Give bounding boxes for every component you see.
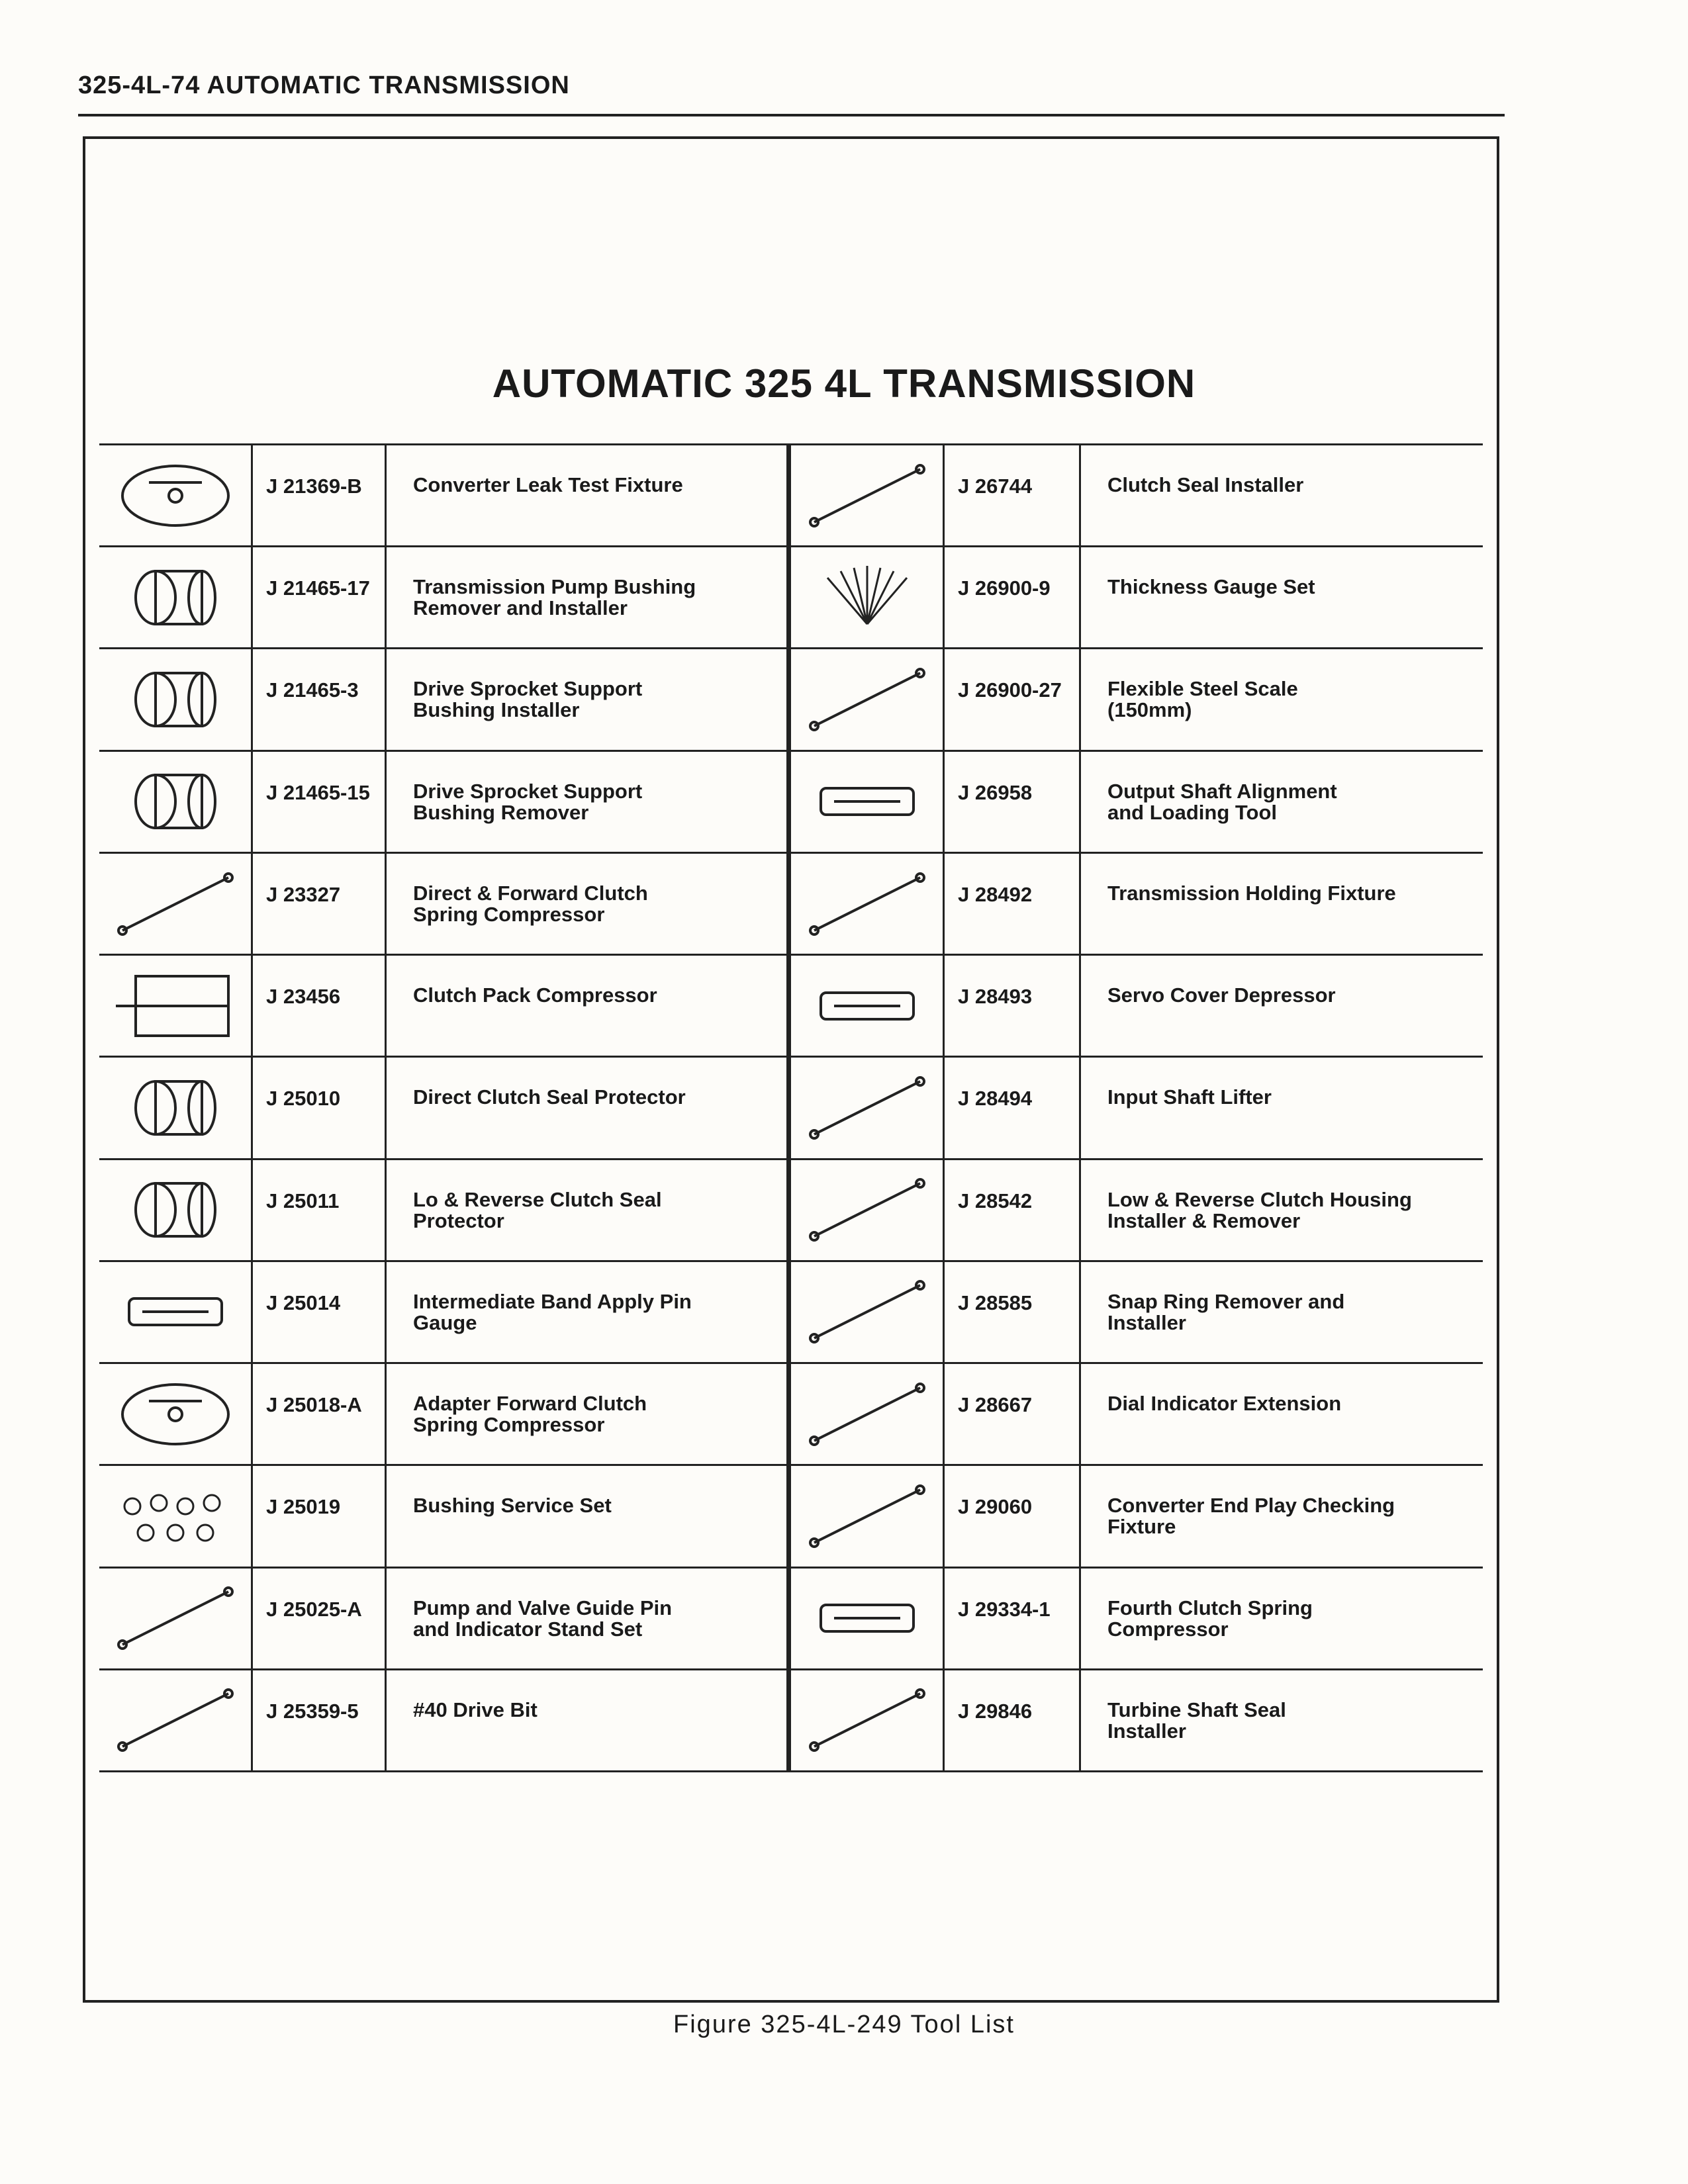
tool-number: J 28542 — [945, 1160, 1081, 1260]
guide-pin-set-icon — [99, 1569, 253, 1668]
steel-scale-icon — [791, 649, 945, 749]
tool-row — [99, 1466, 786, 1568]
tool-number: J 28493 — [945, 956, 1081, 1056]
tool-description: Output Shaft Alignment and Loading Tool — [1107, 779, 1337, 824]
adapter-plate-icon — [99, 1364, 253, 1464]
fourth-clutch-compressor-icon — [791, 1569, 945, 1668]
tool-number: J 28585 — [945, 1262, 1081, 1362]
tool-description: Converter Leak Test Fixture — [413, 473, 683, 496]
tool-table — [99, 443, 1483, 1772]
tool-description: Clutch Pack Compressor — [413, 983, 657, 1007]
tool-description: Flexible Steel Scale (150mm) — [1107, 677, 1298, 722]
tool-description: Fourth Clutch Spring Compressor — [1107, 1596, 1313, 1641]
tool-number: J 21465-17 — [253, 547, 387, 647]
tool-number: J 23456 — [253, 956, 387, 1056]
holding-fixture-icon — [791, 854, 945, 954]
tool-description: #40 Drive Bit — [413, 1698, 538, 1721]
tool-number: J 26958 — [945, 752, 1081, 852]
tool-number: J 25025-A — [253, 1569, 387, 1668]
tool-row — [791, 1670, 1483, 1772]
tool-row — [99, 445, 786, 547]
page-header: 325-4L-74 AUTOMATIC TRANSMISSION — [78, 71, 570, 99]
tool-description: Dial Indicator Extension — [1107, 1392, 1342, 1416]
end-play-fixture-icon — [791, 1466, 945, 1566]
tool-number: J 21465-15 — [253, 752, 387, 852]
tool-row — [99, 1569, 786, 1670]
tool-row — [791, 1466, 1483, 1568]
leak-test-fixture-icon — [99, 445, 253, 545]
bushing-set-icon — [99, 1466, 253, 1566]
tool-row — [791, 547, 1483, 649]
drive-bit-icon — [99, 1670, 253, 1770]
tool-row — [791, 752, 1483, 854]
tool-number: J 26900-27 — [945, 649, 1081, 749]
tool-row — [791, 1160, 1483, 1262]
header-rule — [78, 114, 1505, 116]
bushing-installer-icon — [99, 649, 253, 749]
tool-description: Direct Clutch Seal Protector — [413, 1085, 686, 1109]
tool-description: Drive Sprocket Support Bushing Installer — [413, 677, 643, 722]
tool-row — [99, 1058, 786, 1160]
tool-number: J 26900-9 — [945, 547, 1081, 647]
tool-row — [791, 1364, 1483, 1466]
tool-row — [791, 1058, 1483, 1160]
tool-row — [791, 1569, 1483, 1670]
tool-row — [791, 445, 1483, 547]
tool-number: J 25011 — [253, 1160, 387, 1260]
clutch-pack-compressor-icon — [99, 956, 253, 1056]
tool-number: J 25010 — [253, 1058, 387, 1158]
seal-protector-ring-icon — [99, 1160, 253, 1260]
pin-gauge-icon — [99, 1262, 253, 1362]
tool-description: Lo & Reverse Clutch Seal Protector — [413, 1187, 662, 1232]
tool-row — [791, 854, 1483, 956]
tool-description: Direct & Forward Clutch Spring Compressor — [413, 881, 648, 926]
tool-description: Converter End Play Checking Fixture — [1107, 1494, 1395, 1539]
tool-description: Clutch Seal Installer — [1107, 473, 1304, 496]
tool-row — [99, 1160, 786, 1262]
tool-description: Intermediate Band Apply Pin Gauge — [413, 1289, 692, 1334]
spring-compressor-icon — [99, 854, 253, 954]
tool-description: Low & Reverse Clutch Housing Installer & Remover — [1107, 1187, 1412, 1232]
tool-row — [99, 1364, 786, 1466]
tool-number: J 25019 — [253, 1466, 387, 1566]
dial-extension-icon — [791, 1364, 945, 1464]
tool-number: J 29060 — [945, 1466, 1081, 1566]
tool-description: Servo Cover Depressor — [1107, 983, 1336, 1007]
housing-installer-icon — [791, 1160, 945, 1260]
tool-description: Bushing Service Set — [413, 1494, 612, 1518]
tool-description: Snap Ring Remover and Installer — [1107, 1289, 1345, 1334]
tool-number: J 26744 — [945, 445, 1081, 545]
alignment-tool-icon — [791, 752, 945, 852]
tool-row — [791, 956, 1483, 1058]
tool-number: J 28667 — [945, 1364, 1081, 1464]
tool-description: Pump and Valve Guide Pin and Indicator Stand Set — [413, 1596, 673, 1641]
snap-ring-tool-icon — [791, 1262, 945, 1362]
tool-number: J 28492 — [945, 854, 1081, 954]
tool-number: J 25014 — [253, 1262, 387, 1362]
tool-description: Input Shaft Lifter — [1107, 1085, 1272, 1109]
tool-row — [791, 649, 1483, 751]
tool-row — [99, 752, 786, 854]
tool-row — [99, 547, 786, 649]
bushing-remover-icon — [99, 752, 253, 852]
tool-number: J 29846 — [945, 1670, 1081, 1770]
tool-row — [791, 1262, 1483, 1364]
tool-column-right — [791, 445, 1483, 1772]
tool-description: Transmission Holding Fixture — [1107, 881, 1396, 905]
tool-row — [99, 854, 786, 956]
figure-caption: Figure 325-4L-249 Tool List — [673, 2011, 1015, 2038]
page-title: AUTOMATIC 325 4L TRANSMISSION — [492, 361, 1196, 406]
tool-number: J 23327 — [253, 854, 387, 954]
tool-number: J 29334-1 — [945, 1569, 1081, 1668]
turbine-seal-installer-icon — [791, 1670, 945, 1770]
tool-description: Turbine Shaft Seal Installer — [1107, 1698, 1286, 1743]
pump-bushing-tool-icon — [99, 547, 253, 647]
tool-row — [99, 956, 786, 1058]
shaft-lifter-icon — [791, 1058, 945, 1158]
tool-description: Transmission Pump Bushing Remover and Installer — [413, 575, 696, 620]
tool-row — [99, 1670, 786, 1772]
thickness-gauge-icon — [791, 547, 945, 647]
tool-number: J 25018-A — [253, 1364, 387, 1464]
tool-number: J 25359-5 — [253, 1670, 387, 1770]
tool-row — [99, 649, 786, 751]
seal-installer-icon — [791, 445, 945, 545]
tool-description: Adapter Forward Clutch Spring Compressor — [413, 1392, 647, 1437]
seal-protector-icon — [99, 1058, 253, 1158]
servo-depressor-icon — [791, 956, 945, 1056]
tool-column-left — [99, 445, 791, 1772]
tool-number: J 21465-3 — [253, 649, 387, 749]
tool-row — [99, 1262, 786, 1364]
tool-number: J 21369-B — [253, 445, 387, 545]
tool-number: J 28494 — [945, 1058, 1081, 1158]
tool-description: Drive Sprocket Support Bushing Remover — [413, 779, 643, 824]
tool-description: Thickness Gauge Set — [1107, 575, 1315, 599]
